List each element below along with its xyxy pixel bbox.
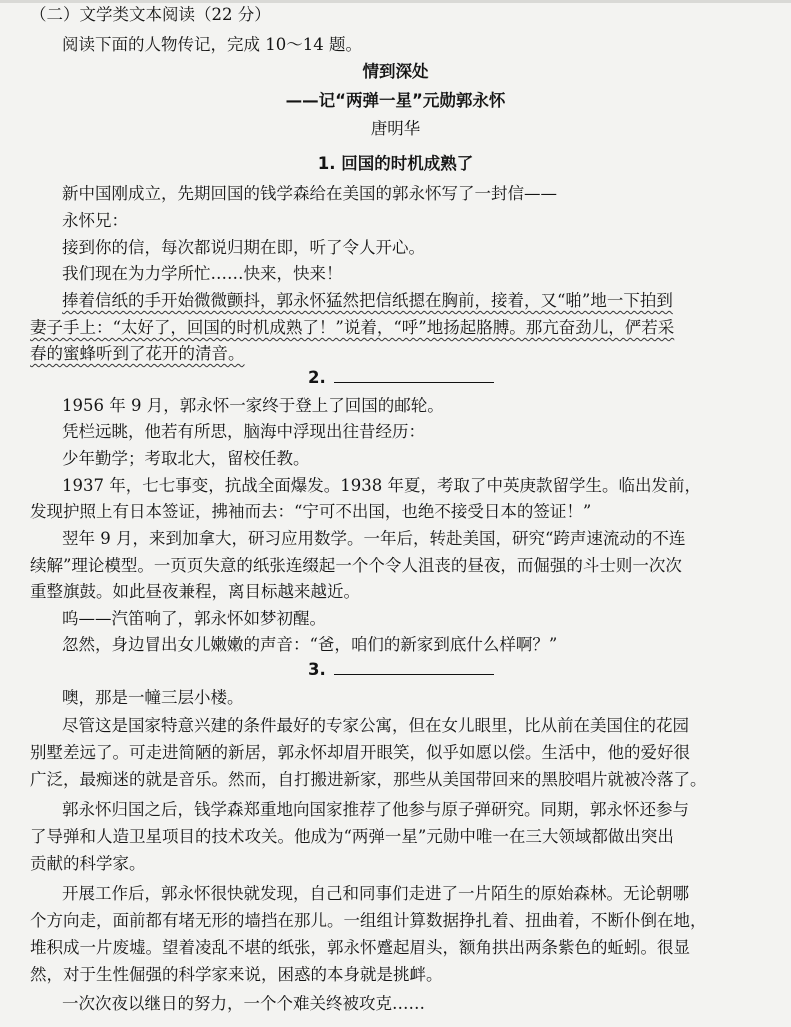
paragraph-line: 贡献的科学家。: [30, 854, 146, 873]
paragraph-line: 接到你的信，每次都说归期在即，听了令人开心。: [62, 238, 425, 257]
article-subtitle: ——记“两弹一星”元勋郭永怀: [285, 91, 506, 110]
paragraph-line: 凭栏远眺，他若有所思，脑海中浮现出往昔经历：: [62, 422, 425, 441]
answer-blank[interactable]: [334, 660, 494, 675]
paragraph-line: 噢，那是一幢三层小楼。: [62, 688, 244, 707]
paragraph-line: 我们现在为力学所忙……快来，快来！: [62, 264, 343, 283]
paragraph-line: 1937 年，七七事变，抗战全面爆发。1938 年夏，考取了中英庚款留学生。临出发前，: [62, 476, 701, 495]
page-top-edge: [0, 0, 791, 3]
paragraph-line: 个方向走，面前都有堵无形的墙挡在那儿。一组组计算数据挣扎着、扭曲着，不断仆倒在地，: [30, 911, 707, 930]
paragraph-line: 忽然，身边冒出女儿嫩嫩的声音：“爸，咱们的新家到底什么样啊？”: [62, 635, 558, 654]
section-3-number: 3.: [308, 660, 326, 679]
article-author: 唐明华: [370, 119, 421, 138]
paragraph-line: 广泛，最痴迷的就是音乐。然而，自打搬进新家，那些从美国带回来的黑胶唱片就被冷落了。: [30, 770, 707, 789]
underlined-line: 春的蜜蜂听到了花开的清音。: [30, 344, 245, 363]
paragraph-line: 郭永怀归国之后，钱学森郑重地向国家推荐了他参与原子弹研究。同期，郭永怀还参与: [62, 800, 689, 819]
article-title: 情到深处: [362, 62, 429, 81]
paragraph-line: 续解”理论模型。一页页失意的纸张连缀起一个个令人沮丧的昼夜，而倔强的斗士则一次次: [30, 556, 682, 575]
underlined-line: 捧着信纸的手开始微微颤抖，郭永怀猛然把信纸摁在胸前，接着，又“啪”地一下拍到: [62, 291, 673, 310]
paragraph-line: 新中国刚成立，先期回国的钱学森给在美国的郭永怀写了一封信——: [62, 184, 557, 203]
paragraph-line: 尽管这是国家特意兴建的条件最好的专家公寓，但在女儿眼里，比从前在美国住的花园: [62, 716, 689, 735]
paragraph-line: 永怀兄：: [62, 211, 128, 230]
section-2-heading: [308, 368, 494, 388]
paragraph-line: 翌年 9 月，来到加拿大，研习应用数学。一年后，转赴美国，研究“跨声速流动的不连: [62, 529, 686, 548]
paragraph-line: 别墅差远了。可走进简陋的新居，郭永怀却眉开眼笑，似乎如愿以偿。生活中，他的爱好很: [30, 743, 690, 762]
section-2-number: 2.: [308, 368, 326, 387]
instruction-text: 阅读下面的人物传记，完成 10～14 题。: [62, 35, 362, 54]
section-header: （二）文学类文本阅读（22 分）: [30, 5, 271, 24]
paragraph-line: 发现护照上有日本签证，拂袖而去：“宁可不出国，也绝不接受日本的签证！”: [30, 502, 592, 521]
paragraph-line: 1956 年 9 月，郭永怀一家终于登上了回国的邮轮。: [62, 396, 444, 415]
paragraph-line: 重整旗鼓。如此昼夜兼程，离目标越来越近。: [30, 582, 360, 601]
paragraph-line: 一次次夜以继日的努力，一个个难关终被攻克……: [62, 994, 425, 1013]
section-3-heading: [308, 660, 494, 680]
paragraph-line: 堆积成一片废墟。望着凌乱不堪的纸张，郭永怀蹙起眉头，额角拱出两条紫色的蚯蚓。很显: [30, 938, 690, 957]
section-1-heading: 1. 回国的时机成熟了: [317, 154, 474, 173]
paragraph-line: 了导弹和人造卫星项目的技术攻关。他成为“两弹一星”元勋中唯一在三大领域都做出突出: [30, 827, 674, 846]
answer-blank[interactable]: [334, 368, 494, 383]
underlined-line: 妻子手上：“太好了，回国的时机成熟了！”说着，“呼”地扬起胳膊。那亢奋劲儿，俨若采: [30, 318, 675, 337]
paragraph-line: 少年勤学；考取北大，留校任教。: [62, 449, 310, 468]
paragraph-line: 呜——汽笛响了，郭永怀如梦初醒。: [62, 609, 326, 628]
paragraph-line: 开展工作后，郭永怀很快就发现，自己和同事们走进了一片陌生的原始森林。无论朝哪: [62, 884, 689, 903]
paragraph-line: 然，对于生性倔强的科学家来说，困惑的本身就是挑衅。: [30, 965, 443, 984]
